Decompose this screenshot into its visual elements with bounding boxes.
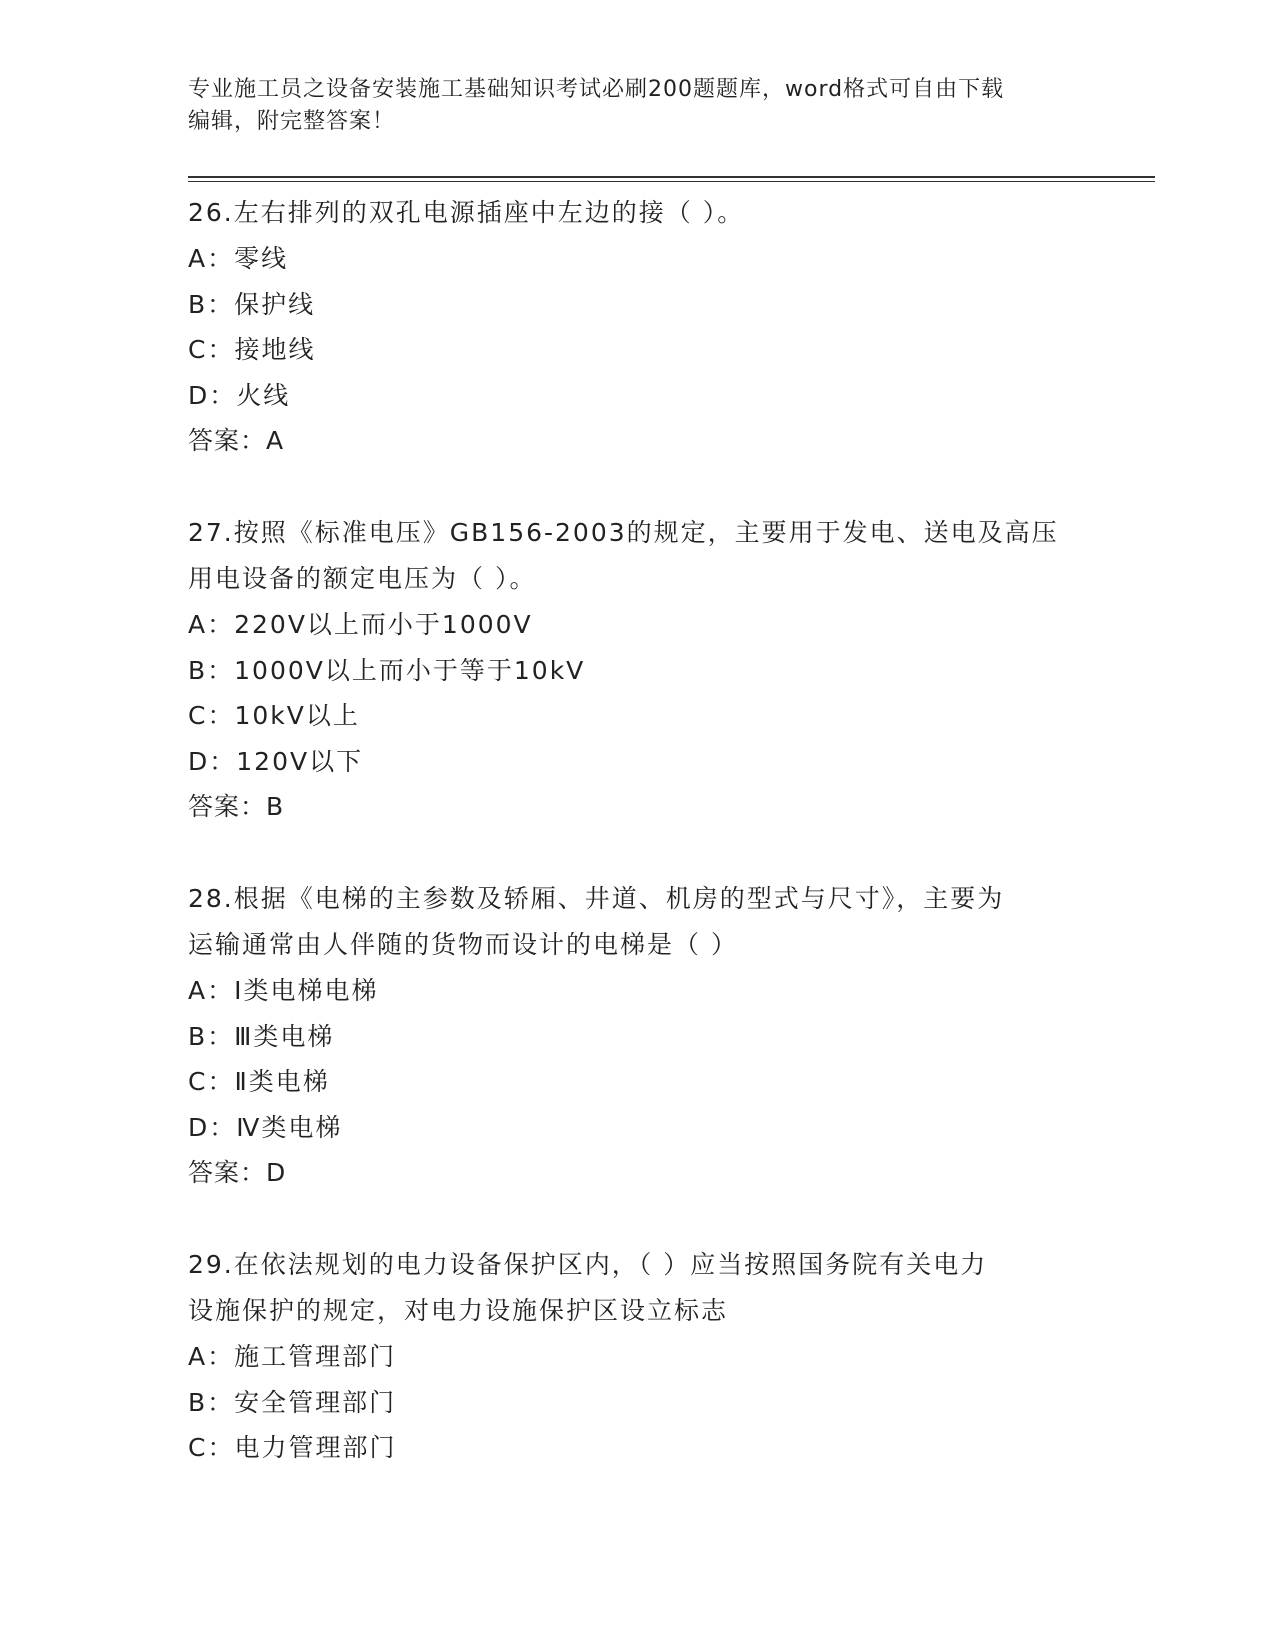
option-a [188,968,1088,1014]
option-key: B： [188,655,235,685]
option-d [188,373,1088,419]
option-text: Ⅳ类电梯 [236,1112,343,1142]
option-key: A： [188,610,235,639]
option-text: 120V以下 [236,746,364,776]
option-key: A： [188,1342,235,1371]
answer: 答案：D [188,1158,287,1187]
option-key: D： [188,380,237,410]
option-text: 1000V以上而小于等于10kV [234,655,586,685]
question-text-continued: 设施保护的规定，对电力设施保护区设立标志 [188,1296,729,1325]
option-d [188,739,1088,785]
answer: 答案：A [188,426,285,455]
question-text: 27.按照《标准电压》GB156-2003的规定，主要用于发电、送电及高压 [188,518,1059,547]
option-b [188,282,1088,328]
question-27 [188,510,1088,830]
option-key: C： [188,1067,235,1096]
option-key: C： [188,701,235,730]
option-key: A： [188,976,235,1005]
option-text: Ⅱ类电梯 [234,1067,330,1096]
question-28 [188,876,1088,1196]
option-key: C： [188,335,235,364]
option-b [188,648,1088,694]
option-text: 保护线 [234,289,316,319]
option-text: 零线 [234,244,289,273]
option-a [188,602,1088,648]
answer: 答案：B [188,792,285,821]
question-text-continued: 运输通常由人伴随的货物而设计的电梯是（ ） [188,930,738,959]
question-29 [188,1242,1088,1471]
option-text: 220V以上而小于1000V [234,610,533,639]
option-text: 火线 [236,380,291,410]
option-a [188,236,1088,282]
option-text: 电力管理部门 [234,1433,397,1462]
option-b [188,1014,1088,1060]
option-text: 10kV以上 [234,701,360,730]
option-c [188,327,1088,373]
header-divider-thin [188,181,1155,182]
option-c [188,1425,1088,1471]
option-b [188,1380,1088,1426]
option-c [188,693,1088,739]
option-text: Ⅰ类电梯电梯 [234,976,379,1005]
option-a [188,1334,1088,1380]
option-text: 施工管理部门 [234,1342,397,1371]
question-26 [188,190,1088,464]
question-text: 28.根据《电梯的主参数及轿厢、井道、机房的型式与尺寸》，主要为 [188,884,1005,913]
question-text-continued: 用电设备的额定电压为（ ）。 [188,564,537,593]
option-key: B： [188,289,235,319]
option-text: 接地线 [234,335,316,364]
option-key: C： [188,1433,235,1462]
document-header [188,74,1088,138]
header-line-1: 专业施工员之设备安装施工基础知识考试必刷200题题库，word格式可自由下载 [188,77,1005,102]
option-key: B： [188,1021,235,1051]
header-line-2: 编辑，附完整答案！ [188,109,396,134]
question-list [188,190,1088,1517]
option-key: D： [188,1112,237,1142]
option-text: 安全管理部门 [234,1387,397,1417]
option-d [188,1105,1088,1151]
question-text: 26.左右排列的双孔电源插座中左边的接（ ）。 [188,198,745,227]
option-c [188,1059,1088,1105]
option-key: B： [188,1387,235,1417]
option-text: Ⅲ类电梯 [234,1021,335,1051]
header-divider-thick [188,176,1155,178]
option-key: D： [188,746,237,776]
option-key: A： [188,244,235,273]
question-text: 29.在依法规划的电力设备保护区内，（ ）应当按照国务院有关电力 [188,1250,988,1279]
